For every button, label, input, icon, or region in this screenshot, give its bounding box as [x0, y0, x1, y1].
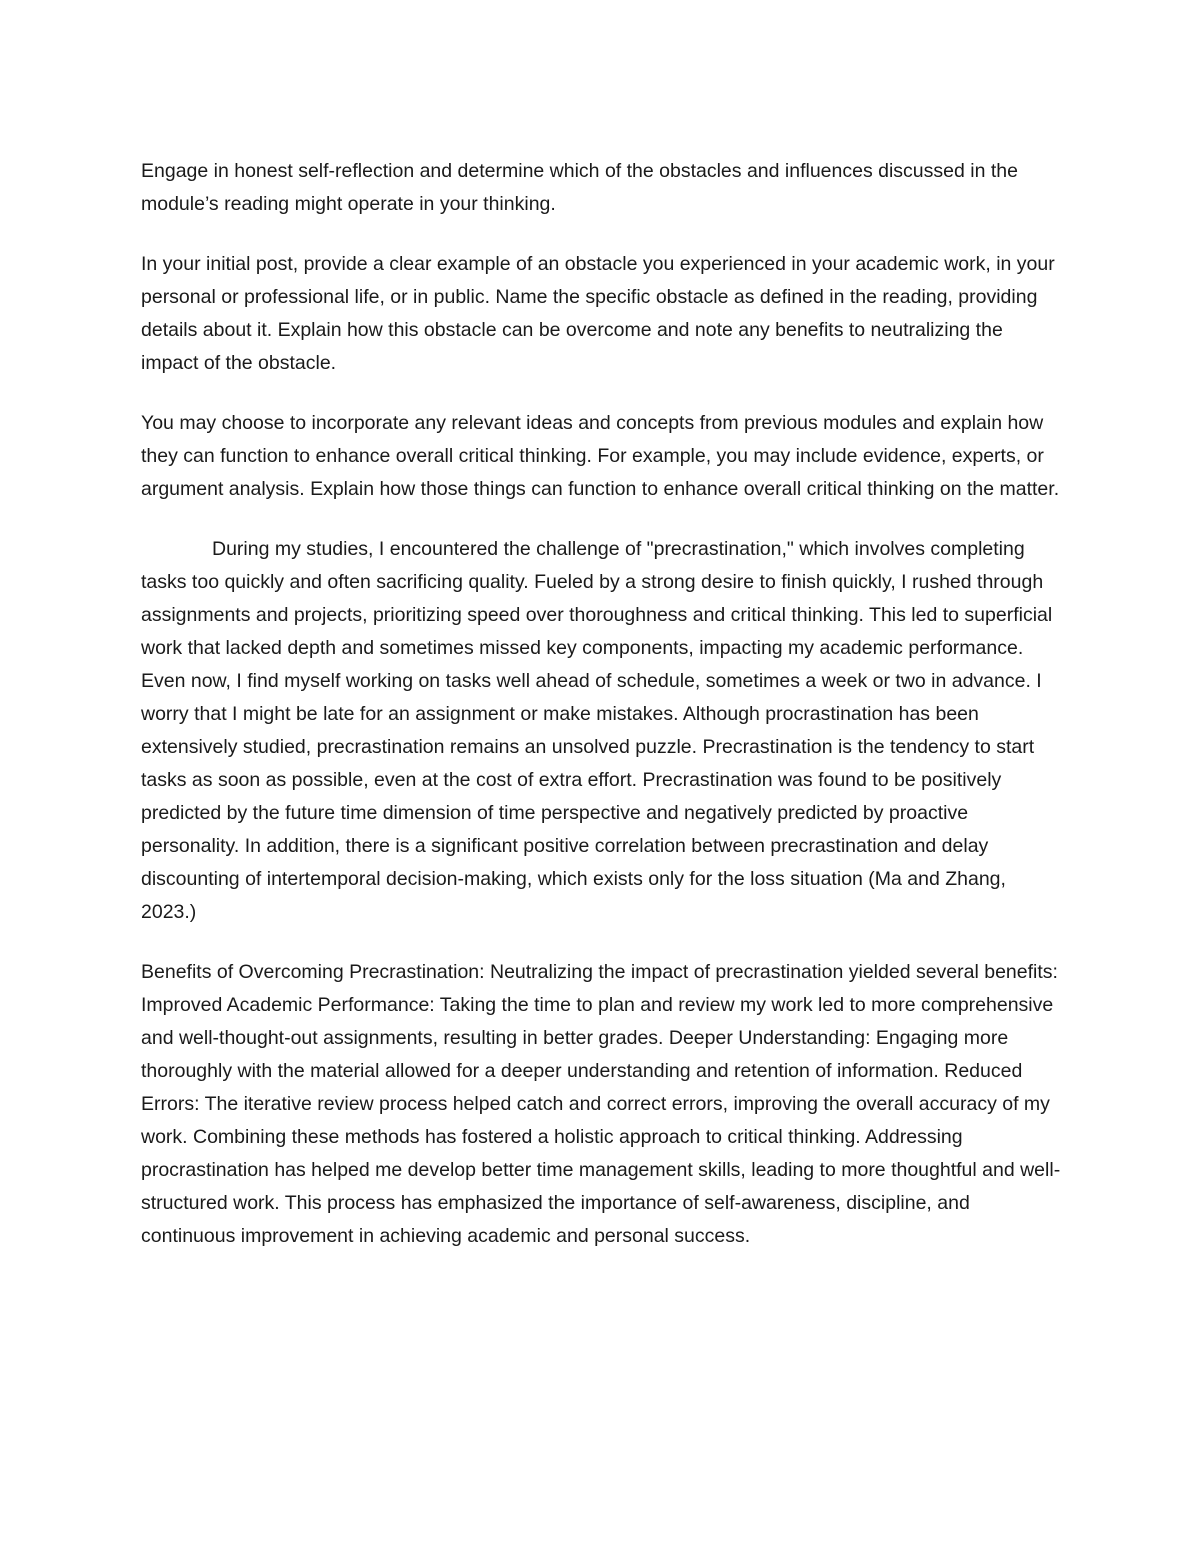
response-paragraph-precrastination: During my studies, I encountered the challenge of "precrastination," which involves completing tasks too quickly and often sacrificing quality. Fueled by a strong desire to finish quickly, I rushed through assignments and projects, prioritizing speed over thoroughness and critical thinking. This led to superficial work that lacked depth and sometimes missed key components, impacting my academic performance. Even now, I find myself working on tasks well ahead of schedule, sometimes a week or two in advance. I worry that I might be late for an assignment or make mistakes. Although procrastination has been extensively studied, precrastination remains an unsolved puzzle. Precrastination is the tendency to start tasks as soon as possible, even at the cost of extra effort. Precrastination was found to be positively predicted by the future time dimension of time perspective and negatively predicted by proactive personality. In addition, there is a significant positive correlation between precrastination and delay discounting of intertemporal decision-making, which exists only for the loss situation (Ma and Zhang, 2023.)	[141, 538, 1053, 923]
prompt-paragraph-1: Engage in honest self-reflection and determine which of the obstacles and influences discussed in the module’s reading might operate in your thinking.	[141, 160, 1018, 215]
response-paragraph-benefits: Benefits of Overcoming Precrastination: Neutralizing the impact of precrastination yielded several benefits: Improved Academic Performance: Taking the time to plan and review my work led to more comprehensive and well-thought-out assignments, resulting in better grades. Deeper Understanding: Engaging more thoroughly with the material allowed for a deeper understanding and retention of information. Reduced Errors: The iterative review process helped catch and correct errors, improving the overall accuracy of my work. Combining these methods has fostered a holistic approach to critical thinking. Addressing procrastination has helped me develop better time management skills, leading to more thoughtful and well-structured work. This process has emphasized the importance of self-awareness, discipline, and continuous improvement in achieving academic and personal success.	[141, 961, 1061, 1247]
prompt-paragraph-3: You may choose to incorporate any relevant ideas and concepts from previous modules and explain how they can function to enhance overall critical thinking. For example, you may include evidence, experts, or argument analysis. Explain how those things can function to enhance overall critical thinking on the matter.	[141, 412, 1060, 500]
document-body	[141, 155, 1061, 1280]
prompt-paragraph-2: In your initial post, provide a clear example of an obstacle you experienced in your academic work, in your personal or professional life, or in public. Name the specific obstacle as defined in the reading, providing details about it. Explain how this obstacle can be overcome and note any benefits to neutralizing the impact of the obstacle.	[141, 253, 1055, 374]
